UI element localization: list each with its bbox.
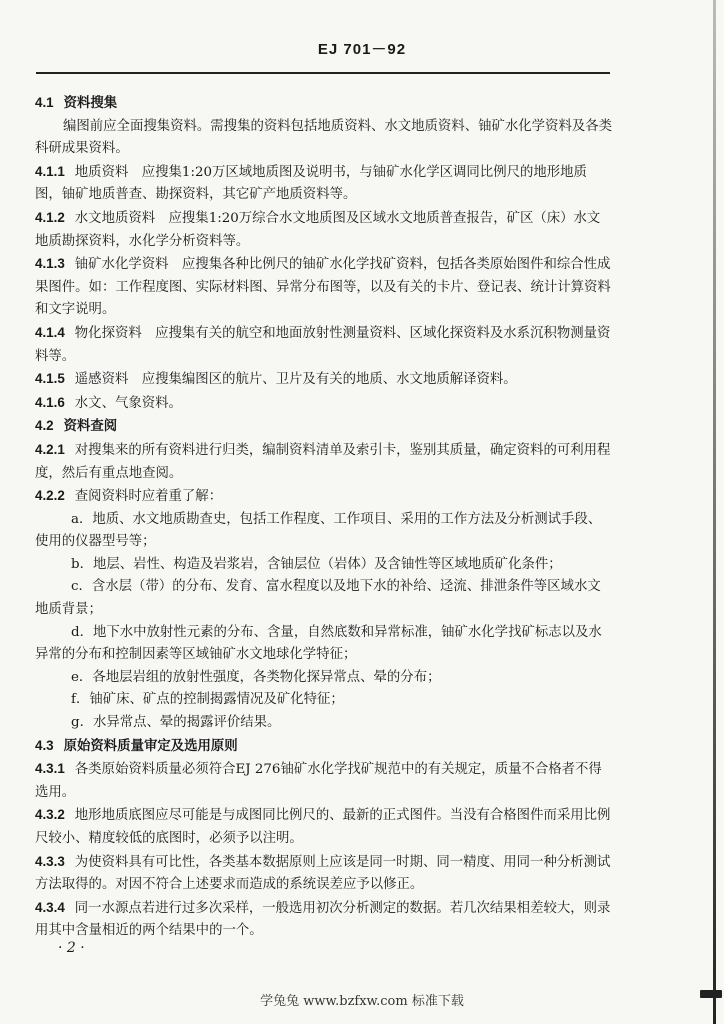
paragraph xyxy=(35,485,612,509)
clause-text: a．地质、水文地质勘查史，包括工作程度、工作项目、采用的工作方法及分析测试手段、使用的仪器型号等； xyxy=(35,511,602,550)
paragraph xyxy=(35,804,612,850)
clause-text: 编图前应全面搜集资料。需搜集的资料包括地质资料、水文地质资料、铀矿水化学资料及各类科研成果资料。 xyxy=(35,118,613,157)
paragraph xyxy=(35,758,612,804)
clause-number: 4.2.1 xyxy=(35,441,65,457)
paragraph xyxy=(35,116,612,161)
clause-text: b．地层、岩性、构造及岩浆岩，含铀层位（岩体）及含铀性等区域地质矿化条件； xyxy=(71,556,562,572)
document-body xyxy=(35,92,612,943)
clause-number: 4.1.2 xyxy=(35,209,65,225)
clause-text: 地质资料 应搜集1:20万区域地质图及说明书，与铀矿水化学区调同比例尺的地形地质图，铀矿地质普查、勘探资料，其它矿产地质资料等。 xyxy=(35,164,587,203)
document-code-header: EJ 701－92 xyxy=(317,41,407,58)
section-heading xyxy=(35,415,612,439)
watermark-footer: 学兔兔 www.bzfxw.com 标准下载 xyxy=(260,994,464,1009)
clause-number: 4.1.4 xyxy=(35,324,65,340)
clause-number: 4.1.5 xyxy=(35,371,65,387)
clause-number: 4.1.3 xyxy=(35,256,65,272)
page-number: · 2 · xyxy=(58,940,85,956)
clause-number: 4.3.1 xyxy=(35,761,65,777)
list-item xyxy=(35,554,612,577)
clause-text: 水文、气象资料。 xyxy=(74,395,182,411)
paragraph xyxy=(35,439,612,485)
clause-number: 4.3.4 xyxy=(35,899,65,915)
paragraph xyxy=(35,207,612,253)
clause-text: 查阅资料时应着重了解： xyxy=(74,489,223,505)
clause-number: 4.2 xyxy=(35,418,54,434)
list-item xyxy=(35,667,612,690)
clause-text: 资料查阅 xyxy=(63,418,118,435)
page-edge-shadow xyxy=(713,0,716,1024)
clause-text: d．地下水中放射性元素的分布、含量，自然底数和异常标准，铀矿水化学找矿标志以及水异常的分布和控制因素等区域铀矿水文地球化学特征； xyxy=(35,624,602,663)
list-item xyxy=(35,576,612,621)
clause-number: 4.3 xyxy=(35,737,54,753)
clause-text: 同一水源点若进行过多次采样，一般选用初次分析测定的数据。若几次结果相差较大，则录用其中含量相近的两个结果中的一个。 xyxy=(35,900,611,939)
clause-text: c．含水层（带）的分布、发育、富水程度以及地下水的补给、迳流、排泄条件等区域水文地质背景； xyxy=(35,579,601,618)
header-rule xyxy=(36,72,610,74)
section-heading xyxy=(35,735,612,759)
clause-text: 水文地质资料 应搜集1:20万综合水文地质图及区域水文地质普查报告，矿区（床）水文地质勘探资料，水化学分析资料等。 xyxy=(35,210,601,249)
clause-text: 遥感资料 应搜集编图区的航片、卫片及有关的地质、水文地质解译资料。 xyxy=(74,372,517,388)
clause-text: 物化探资料 应搜集有关的航空和地面放射性测量资料、区域化探资料及水系沉积物测量资料等。 xyxy=(35,325,611,364)
list-item xyxy=(35,622,612,667)
list-item xyxy=(35,509,612,554)
paragraph xyxy=(35,368,612,392)
paragraph xyxy=(35,851,612,897)
paragraph xyxy=(35,322,612,368)
clause-number: 4.3.3 xyxy=(35,853,65,869)
paragraph xyxy=(35,392,612,416)
clause-number: 4.2.2 xyxy=(35,488,65,504)
paragraph xyxy=(35,897,612,943)
clause-text: 铀矿水化学资料 应搜集各种比例尺的铀矿水化学找矿资料，包括各类原始图件和综合性成果图件。如：工作程度图、实际材料图、异常分布图等，以及有关的卡片、登记表、统计计算资料和文字说明。 xyxy=(35,257,611,318)
clause-text: 地形地质底图应尽可能是与成图同比例尺的、最新的正式图件。当没有合格图件而采用比例尺较小、精度较低的底图时，必须予以注明。 xyxy=(35,808,611,846)
clause-number: 4.1.1 xyxy=(35,163,65,179)
clause-text: 为使资料具有可比性，各类基本数据原则上应该是同一时期、同一精度、用同一种分析测试方法取得的。对因不符合上述要求而造成的系统误差应予以修正。 xyxy=(35,854,611,893)
clause-text: 各类原始资料质量必须符合EJ 276铀矿水化学找矿规范中的有关规定，质量不合格者不得选用。 xyxy=(35,762,602,800)
clause-text: f．铀矿床、矿点的控制揭露情况及矿化特征； xyxy=(71,692,344,708)
clause-text: g．水异常点、晕的揭露评价结果。 xyxy=(71,715,281,731)
list-item xyxy=(35,712,612,735)
clause-number: 4.1 xyxy=(35,95,54,110)
clause-text: 对搜集来的所有资料进行归类，编制资料清单及索引卡，鉴别其质量，确定资料的可利用程度，然后有重点地查阅。 xyxy=(35,442,611,481)
section-heading xyxy=(35,92,612,116)
paragraph xyxy=(35,161,612,207)
clause-text: 资料搜集 xyxy=(63,95,118,111)
list-item xyxy=(35,689,612,712)
clause-number: 4.1.6 xyxy=(35,394,65,410)
paragraph xyxy=(35,253,612,322)
clause-number: 4.3.2 xyxy=(35,807,65,823)
clause-text: e．各地层岩组的放射性强度，各类物化探异常点、晕的分布； xyxy=(71,669,441,685)
clause-text: 原始资料质量审定及选用原则 xyxy=(63,737,238,754)
